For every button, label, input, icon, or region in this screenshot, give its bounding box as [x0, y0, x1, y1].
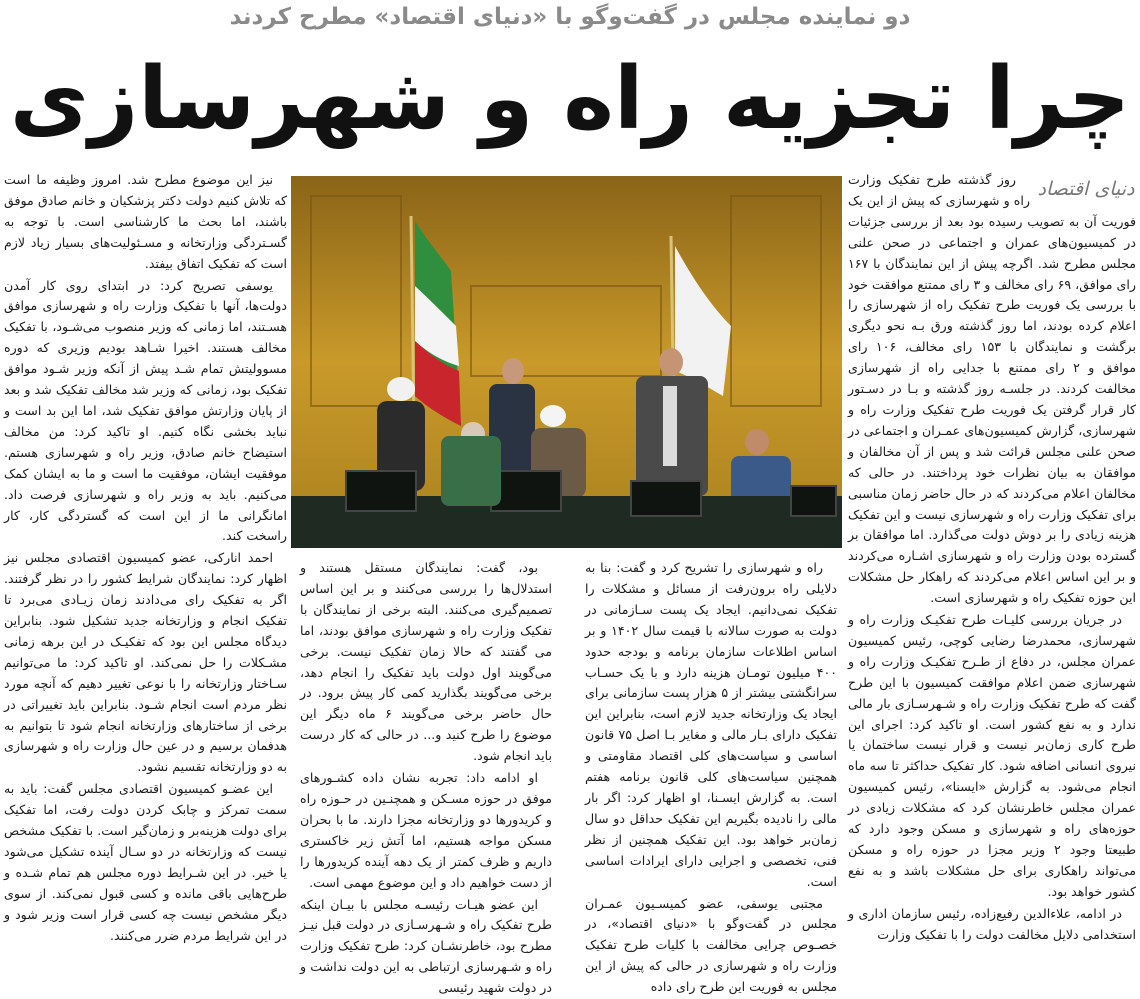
paragraph: راه و شهرسازی را تشریح کرد و گفت: بنا به دلایلی راه برون‌رفت از مسائل و مشکلات را تفکیک نمی‌دانیم. ایجاد یک پست سـازمانی در دولت به صورت سالانه با قیمت سال ۱۴۰۲ و بر اساس اطلاعات سازمان برنامه و بودجه حدود ۴۰۰ میلیون تومـان هزینه دارد و با یک حسـاب سرانگشتی بیشتر از ۵ هزار پست سازمانی برای ایجاد یک وزارتخانه جدید لازم است، بنابراین این تفکیک دارای بـار مالی و مغایر بـا اصل ۷۵ قانون اساسی و سیاست‌های کلی اقتصاد مقاومتی و همچنین سیاست‌های کلی قانون برنامه هفتم است. به گزارش ایسـنا، او اظهار کرد: اگر بار مالی را نادیده بگیریم این تفکیک حداقل دو سال زمان‌بر خواهد بود. این تفکیک همچنین از نظر فنی، تخصصی و اجرایی دارای ایرادات اساسی است.	[585, 558, 837, 893]
article-column-2	[585, 558, 837, 950]
article-column-1	[848, 170, 1136, 950]
paragraph: احمد اناركی، عضو کمیسیون اقتصادی مجلس نیز اظهار کرد: نمایندگان شرایط کشور را در نظر گرفتند. اگر به تفکیک رای می‌دادند زمان زیـادی می‌برد تا تفکیک انجام و وزارتخانه جدید تشکیل شود. بنابراین دیدگاه مجلس این بود که تفکیـک در این برهه زمانی مشـکلات را حل نمی‌کند. او تاکید کرد: ما می‌توانیم سـاختار وزارتخانه را با نوعی تغییر دهیم که آنچه مورد نظر مردم است انجام شـود. بنابراین باید تغییراتی در برخی از ساختارهای وزارتخانه انجام شود تا بتوانیم به هدفمان برسیم و در عین حال وزارت راه و شهرسازی به دو وزارتخانه تقسیم نشود.	[4, 548, 287, 778]
paragraph: این عضو هیـات رئیسـه مجلس با بیـان اینکه طرح تفکیک راه و شـهرسـازی در دولت قبل نیـز مطرح بود، خاطرنشـان کرد: طرح تفکیک وزارت راه و شـهرسازی ارتباطی به این دولت نداشت و در دولت شهید رئیسی	[300, 895, 552, 999]
kicker: دو نماینده مجلس در گفت‌وگو با «دنیای اقتصاد» مطرح کردند	[0, 4, 1140, 30]
paragraph: او ادامه داد: تجربه نشان داده کشـورهای موفق در حوزه مسـکن و همچنـین در حـوزه راه و کریدورها دو وزارتخانه مجزا دارند. ما با بحران مسکن مواجه هستیم، اما آتش زیر خاکستری داریم و ظرف کمتر از یک دهه آینده کریدورها را از دست خواهیم داد و این موضوع مهمی است.	[300, 768, 552, 893]
parliament-photo-illustration	[291, 176, 842, 548]
article-column-3	[300, 558, 552, 950]
headline: چرا تجزیه راه و شهرسازی	[0, 40, 1140, 276]
paragraph: نیز این موضوع مطرح شد. امروز وظیفه ما است که تلاش کنیم دولت دکتر پزشکیان و خانم صادق موفق باشند، اما بحث ما کارشناسی است. با توجه به گسـتردگی وزارتخانه و مسـئولیت‌های بسیار زیاد لازم است که تفکیک اتفاق بیفتد.	[4, 170, 287, 275]
paragraph: در ادامه، علاءالدین رفیع‌زاده، رئیس سازمان اداری و استخدامی دلایل مخالفت دولت را با تفکیک وزارت	[848, 904, 1136, 946]
paragraph: یوسفی تصریح کرد: در ابتدای روی کار آمدن دولت‌ها، آنها با تفکیک وزارت راه و شهرسازی موافق هسـتند، اما زمانی که وزیر منصوب می‌شـود، با تفکیک مخالف هستند. اخیرا شـاهد بودیم وزیری که دوره مسوولیتش تمام شـد پیش از آنکه وزیر شـود موافق تفکیک بود، زمانی که وزیر شد مخالف تفکیک شد و بعد از پایان وزارتش موافق تفکیک شد، اما این بد است و نباید بخشی نگاه کنیم. او تاکید کرد: من مخالف استیضاح خانم صادق، وزیر راه و شهرسازی هستم. موفقیت ایشان، موفقیت ما است و ما به ایشان کمک می‌کنیم. باید به وزیر راه و شهرسازی فرصت داد. امانگرانی ما از این است که گستردگی کار، کار راسخت کند.	[4, 276, 287, 548]
paragraph: روز گذشته طرح تفکیک وزارت راه و شهرسازی که پیش از این یک فوریت آن به تصویب رسیده بود بعد از بررسی جزئیات در کمیسیون‌های عمران و اجتماعی در صحن علنی مجلس مطرح شد. اگرچه پیش از این نمایندگان با ۱۶۷ رای موافق، ۶۹ رای مخالف و ۳ رای ممتنع موافقت خود با بررسی یک فوریت طرح تفکیک راه از شهرسازی را اعلام کرده بودند، اما روز گذشته ورق بـه نحو دیگری برگشت و نمایندگان با ۱۵۳ رای مخالف، ۱۰۶ رای موافق و ۲ رای ممتنع با جدایی راه از شهرسازی مخالفت کردند. در جلسـه روز گذشته و بـا در دسـتور کار قرار گرفتن یک فوریت طرح تفکیک وزارت راه و شهرسازی، گزارش کمیسیون‌های عمـران و اجتماعی در صحن علنی مجلس قرائت شد و پس از آن مخالفان و موافقان به بیان نظرات خود پرداختند. در حالی که مخالفان اعلام می‌کردند که در حال حاضر زمان مناسبی برای تفکیک وزارت راه و شهرسازی نیست و این تفکیک هزینه زیادی را بر دوش دولت می‌گذارد. اما موافقان بر گسترده بودن وزارت راه و شهرسازی اشـاره می‌کردند و بر این اساس اعلام می‌کردند که راهکار حل مشکلات این حوزه تفکیک راه و شهرسازی است.	[848, 170, 1136, 609]
parliament-photo	[291, 176, 842, 548]
paragraph: بود، گفت: نمایندگان مستقل هستند و استدلال‌ها را بررسی می‌کنند و بر این اساس تصمیم‌گیری می‌کنند. البته برخی از نمایندگان با تفکیک وزارت راه و شهرسازی موافق بودند، اما می گفتند که حالا زمان تفکیک نیست. برخی می‌گویند اول دولت باید تفکیک را انجام دهد، برخی می‌گویند بگذارید کمی کار پیش برود. در حال حاضر برخی می‌گویند ۶ ماه دیگر این موضوع را طرح کنید و... در حالی که کار درست باید انجام شود.	[300, 558, 552, 767]
paragraph: این عضـو کمیسیون اقتصادی مجلس گفت: باید به سمت تمرکز و چابک کردن دولت رفت، اما تفکیک برای دولت هزینه‌بر و زمان‌گیر است. با تفکیک مشخص نیست که وزارتخانه در دو سـال آینده تشکیل می‌شود یا خیر. در این شـرایط دوره مجلس هم تمام شـده و طرح‌هایی باقی مانده و کسی قبول نمی‌کند. از سوی دیگر مشخص نیست چه کسی قرار است وزیر شود و در این شرایط مردم ضرر می‌کنند.	[4, 779, 287, 946]
newspaper-logo-icon: دنیای اقتصاد	[1036, 170, 1136, 208]
paragraph: مجتبی یوسفی، عضو کمیسـیون عمـران مجلس در گفت‌وگو با «دنیای اقتصاد»، در خصـوص چرایی مخالفت با کلیات طرح تفکیک وزارت راه و شهرسازی در حالی که پیش از این مجلس به فوریت این طرح رای داده	[585, 894, 837, 999]
paragraph: در جریان بررسی کلیـات طرح تفکیـک وزارت راه و شهرسازی، محمدرضا رضایی کوچی، رئیس کمیسیون عمران مجلس، در دفاع از طـرح تفکیـک وزارت راه و شهرسازی ضمن اعلام موافقت کمیسیون با این طرح گفت که طرح تفکیک وزارت راه و شـهرسـازی بار مالی ندارد و به نفع کشور است. او تاکید کرد: اجرای این طرح کاری زمان‌بر نیست و قرار نیست ساختمان یا نیروی انسانی اضافه شود. کار تفکیک حداکثر تا سه ماه انجام می‌شود. به گزارش «ایسنا»، رئیس کمیسیون عمران مجلس خاطرنشان کرد که مشکلات زیادی در حوزه‌های راه و شهرسازی و مسکن وجود دارد که طبیعتا وجود ۲ وزیر مجزا در حوزه راه و مسکن می‌تواند راهکاری برای حل مشکلات باشد و به نفع کشور خواهد بود.	[848, 610, 1136, 903]
article-column-4	[4, 170, 287, 950]
